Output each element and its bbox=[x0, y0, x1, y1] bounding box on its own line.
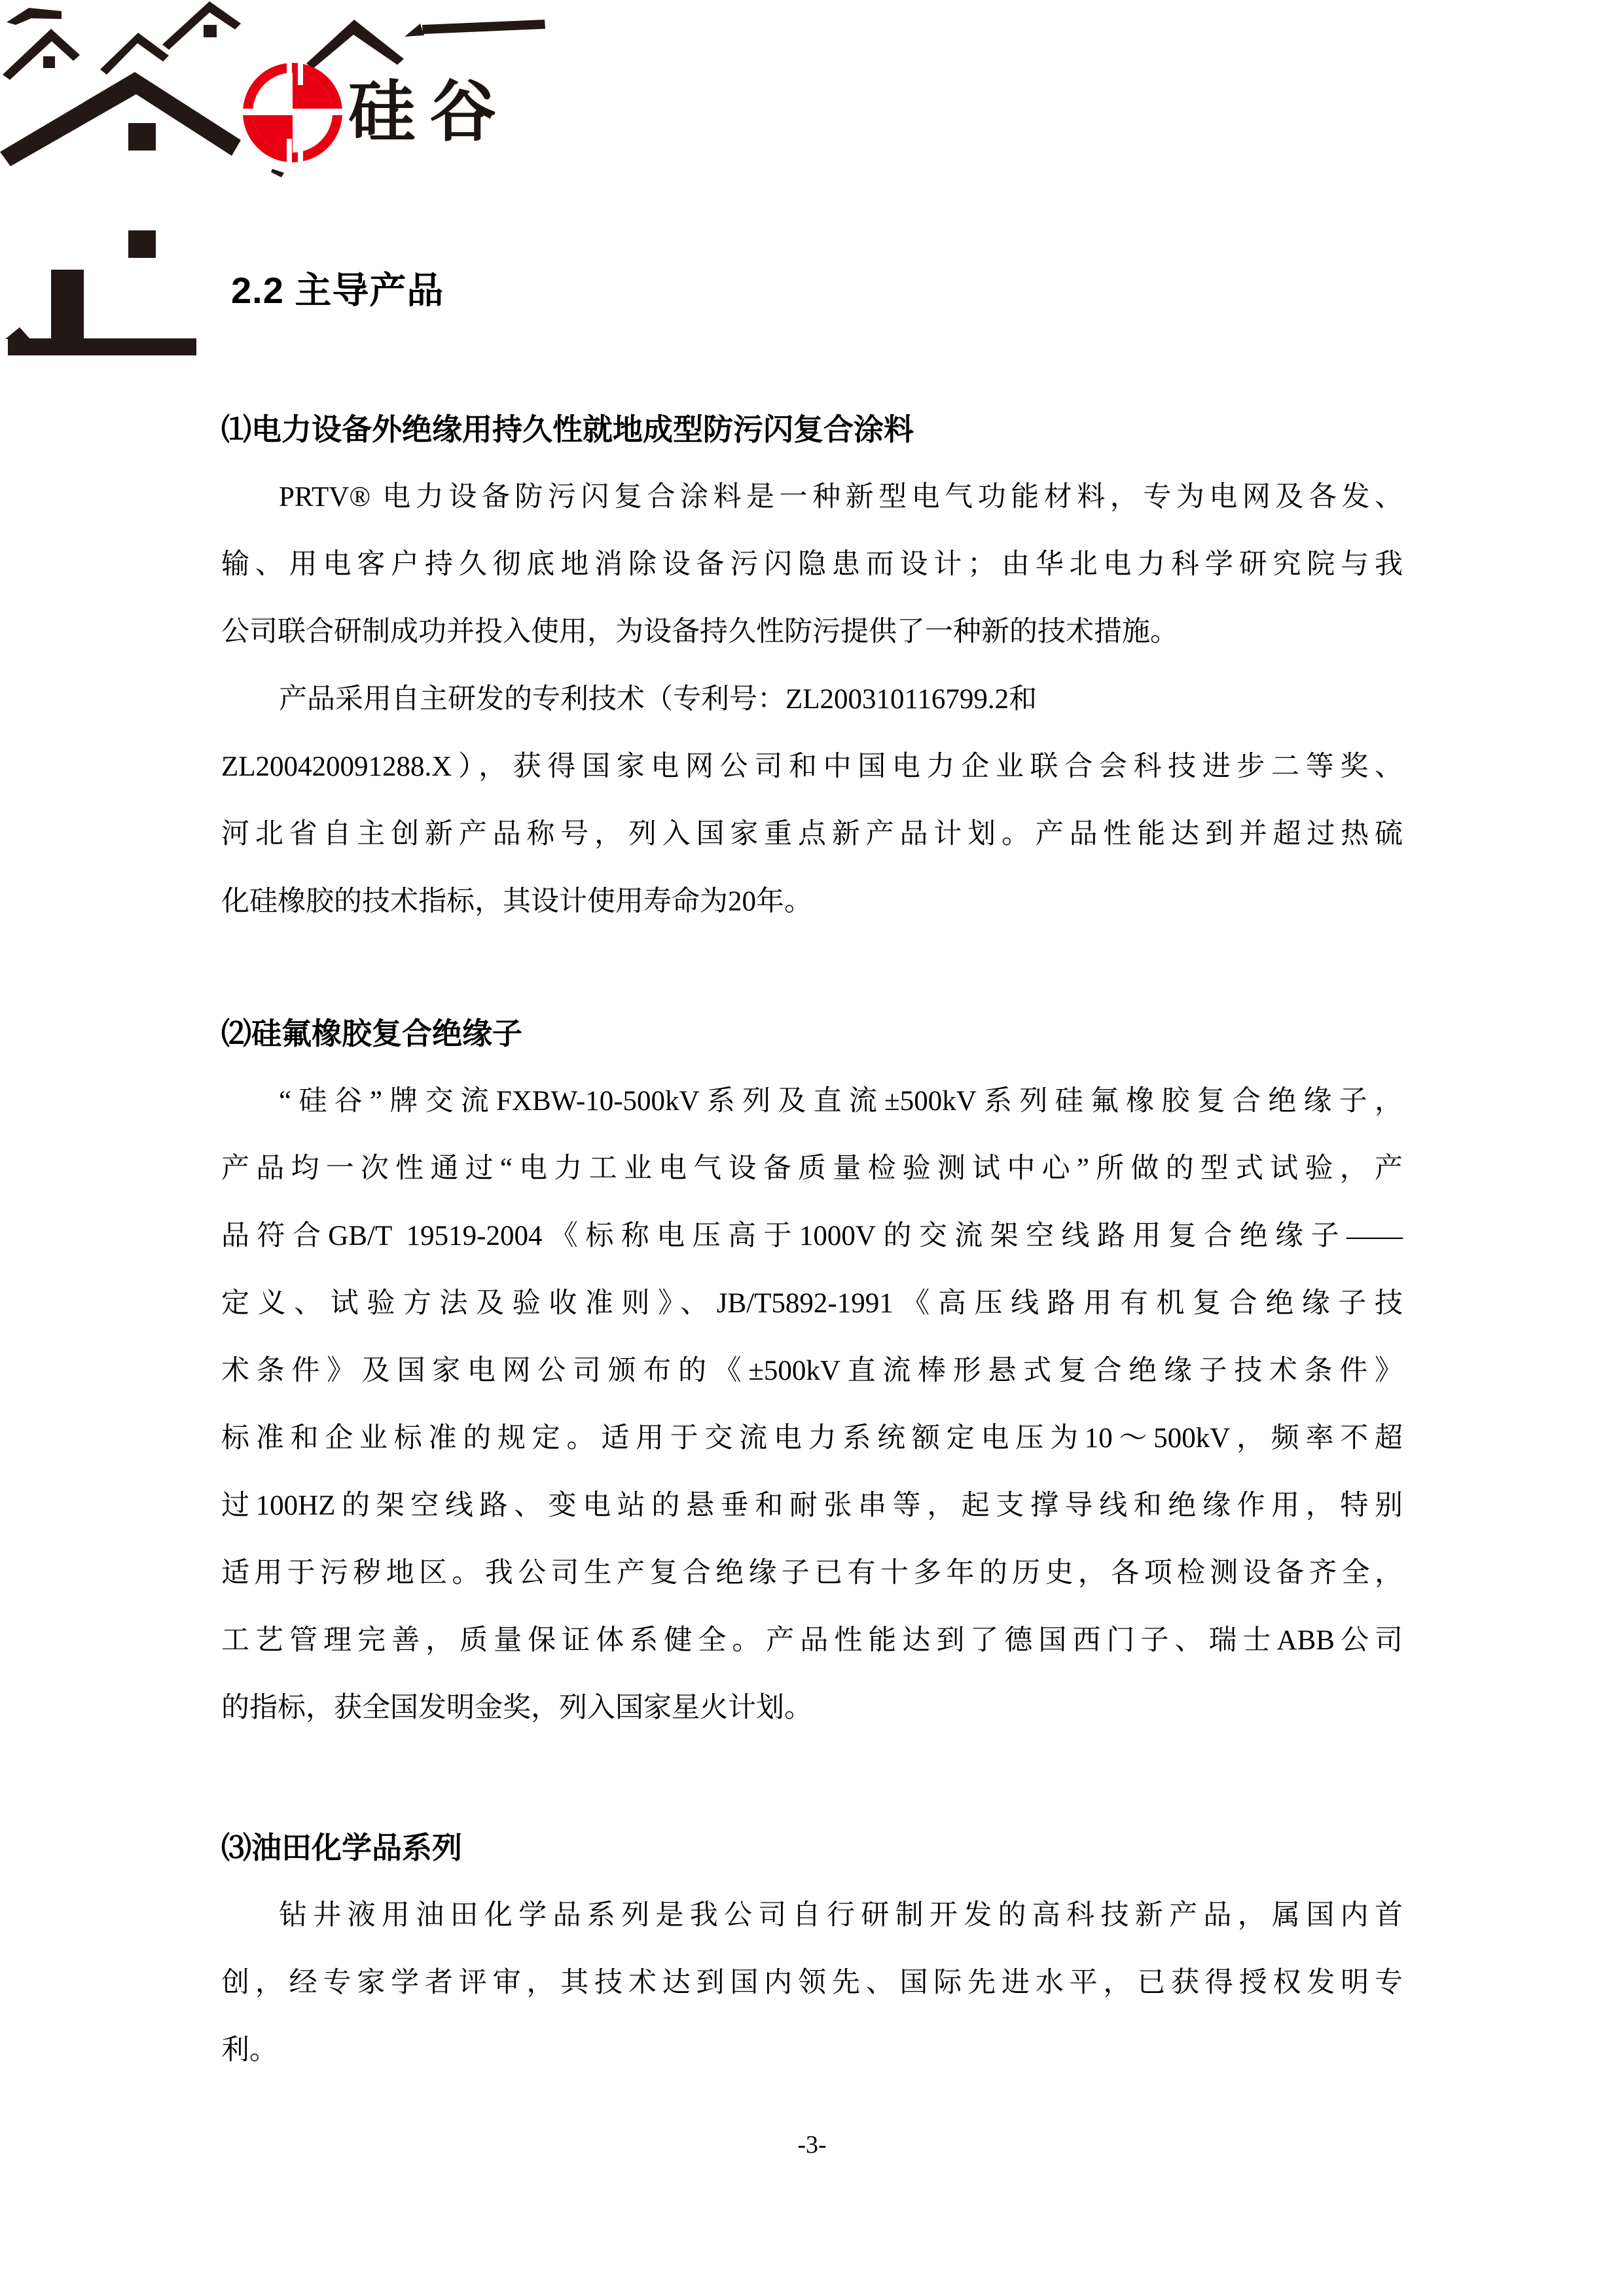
text-line: 品符合GB/T 19519-2004《标称电压高于1000V的交流架空线路用复合绝缘子—— bbox=[221, 1221, 1403, 1251]
text-line: 产品均一次性通过“电力工业电气设备质量检验测试中心”所做的型式试验，产 bbox=[221, 1153, 1403, 1184]
text-line: 适用于污秽地区。我公司生产复合绝缘子已有十多年的历史，各项检测设备齐全， bbox=[221, 1558, 1403, 1588]
section-2 bbox=[221, 1000, 1403, 1742]
section-3-title: ⑶油田化学品系列 bbox=[221, 1831, 462, 1865]
text-line: 过100HZ的架空线路、变电站的悬垂和耐张串等，起支撑导线和绝缘作用，特别 bbox=[221, 1490, 1403, 1521]
text-line: 化硅橡胶的技术指标，其设计使用寿命为20年。 bbox=[221, 886, 812, 917]
page-number: -3- bbox=[797, 2131, 827, 2159]
section-1-title: ⑴电力设备外绝缘用持久性就地成型防污闪复合涂料 bbox=[221, 412, 914, 446]
text-line: 公司联合研制成功并投入使用，为设备持久性防污提供了一种新的技术措施。 bbox=[221, 617, 1178, 647]
text-line: “硅谷”牌交流FXBW-10-500kV系列及直流±500kV系列硅氟橡胶复合绝缘子， bbox=[279, 1086, 1403, 1117]
text-line: 工艺管理完善，质量保证体系健全。产品性能达到了德国西门子、瑞士ABB公司 bbox=[221, 1625, 1403, 1656]
section-3 bbox=[221, 1814, 1403, 2084]
text-line: 术条件》及国家电网公司颁布的《±500kV直流棒形悬式复合绝缘子技术条件》 bbox=[221, 1355, 1403, 1386]
logo-rooftops-icon bbox=[0, 0, 576, 380]
section-1 bbox=[221, 396, 1403, 935]
text-line: 标准和企业标准的规定。适用于交流电力系统额定电压为10～500kV，频率不超 bbox=[221, 1423, 1403, 1454]
logo-s-emblem-icon bbox=[238, 60, 348, 165]
section-2-title: ⑵硅氟橡胶复合绝缘子 bbox=[221, 1016, 522, 1050]
company-logo bbox=[0, 0, 576, 380]
text-line: ZL200420091288.X），获得国家电网公司和中国电力企业联合会科技进步二等奖、 bbox=[221, 751, 1403, 782]
brand-text: 硅谷 bbox=[348, 75, 511, 149]
text-line: 产品采用自主研发的专利技术（专利号：ZL200310116799.2和 bbox=[279, 684, 1038, 715]
text-line: PRTV® 电力设备防污闪复合涂料是一种新型电气功能材料，专为电网及各发、 bbox=[279, 482, 1403, 512]
text-line: 利。 bbox=[221, 2035, 278, 2066]
text-line: 钻井液用油田化学品系列是我公司自行研制开发的高科技新产品，属国内首 bbox=[279, 1900, 1403, 1931]
text-line: 输、用电客户持久彻底地消除设备污闪隐患而设计；由华北电力科学研究院与我 bbox=[221, 549, 1403, 580]
page-title: 2.2 主导产品 bbox=[231, 270, 444, 311]
text-line: 定义、试验方法及验收准则》、JB/T5892-1991《高压线路用有机复合绝缘子技 bbox=[221, 1288, 1403, 1319]
text-line: 创，经专家学者评审，其技术达到国内领先、国际先进水平，已获得授权发明专 bbox=[221, 1967, 1403, 1998]
text-line: 河北省自主创新产品称号，列入国家重点新产品计划。产品性能达到并超过热硫 bbox=[221, 819, 1403, 850]
text-line: 的指标，获全国发明金奖，列入国家星火计划。 bbox=[221, 1693, 812, 1723]
